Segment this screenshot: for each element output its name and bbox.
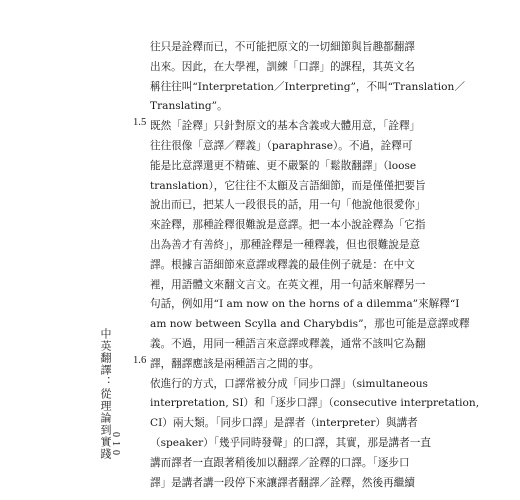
text-line: translation），它往往不太顧及言語細節，而是僅僅把要旨 <box>150 179 426 192</box>
text-line: 說出而已，把某人一段很長的話，用一句「他說他很愛你」 <box>150 199 426 212</box>
text-line: 往往很像「意譯／釋義」（paraphrase）。不過，詮釋可 <box>150 139 413 152</box>
text-line: 能是比意譯還更不精確、更不嚴緊的「鬆散翻譯」（loose <box>150 159 417 172</box>
text-line: 出為善才有善終」，那種詮釋是一種釋義，但也很難說是意 <box>150 238 421 251</box>
text-line: 稱往往叫“Interpretation／Interpreting”，不叫“Translation／ <box>150 80 465 93</box>
text-line: 講而譯者一直跟著稍後加以翻譯／詮釋的口譯。「逐步口 <box>150 456 410 469</box>
text-line: 既然「詮釋」只針對原文的基本含義或大體用意，「詮釋」 <box>150 120 421 133</box>
text-line: 義。不過，用同一種語言來意譯或釋義，通常不該叫它為翻 <box>150 337 426 350</box>
text-line: CI）兩大類。「同步口譯」是譯者（interpreter）與講者 <box>150 417 418 430</box>
text-line: 往只是詮釋而已，不可能把原文的一切細節與旨趣都翻譯 <box>150 41 415 53</box>
text-line: 依進行的方式，口譯常被分成「同步口譯」（simultaneous <box>150 377 428 390</box>
text-line: am now between Scylla and Charybdis”，那也可能是意譯或釋 <box>150 318 470 331</box>
text-line: 譯」是講者講一段停下來讓譯者翻譯／詮釋，然後再繼續 <box>150 476 415 489</box>
text-line: Translating”。 <box>150 100 228 113</box>
body-text <box>150 38 480 493</box>
section-number: 1.5 <box>133 117 147 128</box>
section-number: 1.6 <box>133 355 147 366</box>
text-line: 裡，用語體文來翻文言文。在英文裡，用一句話來解釋另一 <box>150 278 426 291</box>
page-number: 010 <box>110 432 121 459</box>
text-line: 譯，翻譯應該是兩種語言之間的事。 <box>150 357 320 370</box>
running-head-title: 中英翻譯：從理論到實踐 <box>99 328 112 460</box>
text-line: 出來。因此，在大學裡，訓練「口譯」的課程，其英文名 <box>150 60 415 73</box>
text-line: 來詮釋，那種詮釋很難說是意譯。把一本小說詮釋為「它指 <box>150 219 426 232</box>
text-line: （speaker）「幾乎同時發聲」的口譯，其實，那是講者一直 <box>150 436 431 449</box>
text-line: interpretation, SI）和「逐步口譯」（consecutive interpretation, <box>150 397 480 410</box>
text-line: 句話，例如用“I am now on the horns of a dilemma”來解釋“I <box>150 298 460 311</box>
text-line: 譯。根據言語細節來意譯或釋義的最佳例子就是：在中文 <box>150 258 415 271</box>
